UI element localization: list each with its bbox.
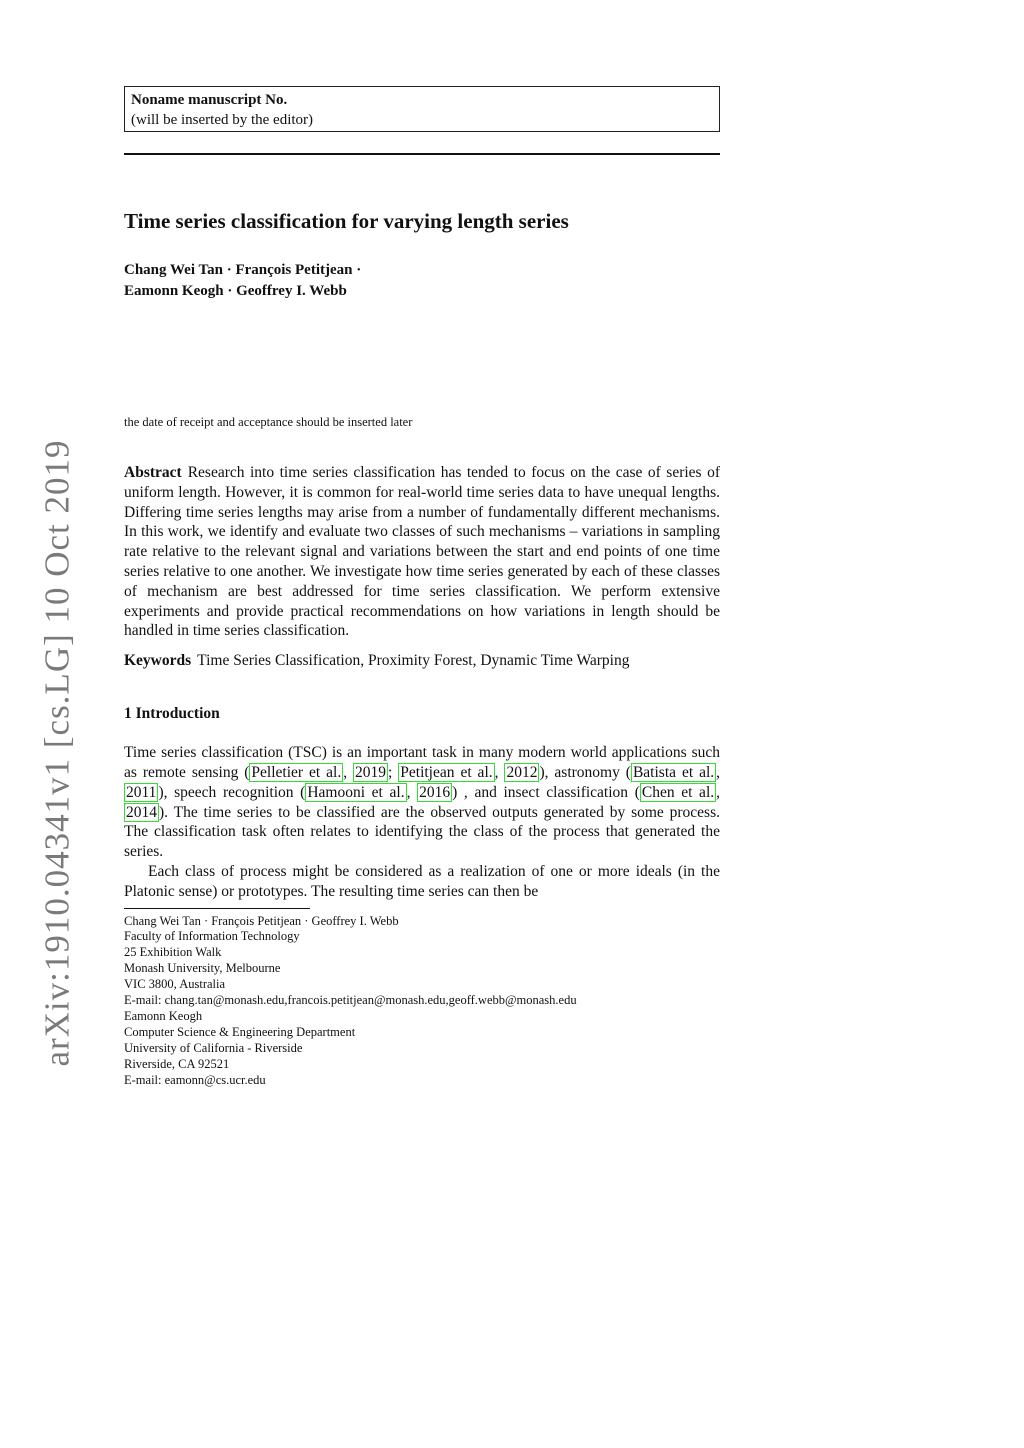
citation-link[interactable]: 2014 <box>126 803 157 821</box>
footnote-line: University of California - Riverside <box>124 1040 303 1055</box>
abstract <box>124 463 720 641</box>
footnote-line: Riverside, CA 92521 <box>124 1056 230 1071</box>
authors-line-1: Chang Wei Tan · François Petitjean · <box>124 262 362 278</box>
footnote-line: VIC 3800, Australia <box>124 977 226 992</box>
citation-link[interactable]: Pelletier et al. <box>251 763 342 781</box>
keywords-text: Time Series Classification, Proximity Forest, Dynamic Time Warping <box>197 652 630 670</box>
author-list <box>124 260 720 302</box>
footnote-line: Eamonn Keogh <box>124 1008 203 1023</box>
citation-link[interactable]: 2011 <box>126 783 157 801</box>
editor-note: (will be inserted by the editor) <box>131 112 314 128</box>
keywords-label: Keywords <box>124 652 192 670</box>
citation-link[interactable]: Batista et al. <box>632 763 715 781</box>
section-heading-introduction: 1 Introduction <box>124 705 220 723</box>
authors-line-2: Eamonn Keogh · Geoffrey I. Webb <box>124 283 347 299</box>
citation-link[interactable]: 2016 <box>419 783 451 801</box>
intro-text: , <box>406 783 418 801</box>
manuscript-box <box>124 86 720 132</box>
intro-text: , <box>716 783 720 801</box>
footnote-rule <box>124 908 310 909</box>
citation-link[interactable]: 2019 <box>355 763 387 781</box>
intro-text: , <box>343 763 354 781</box>
footnote-email: E-mail: chang.tan@monash.edu,francois.petitjean@monash.edu,geoff.webb@monash.edu <box>124 993 577 1008</box>
arxiv-identifier[interactable]: arXiv:1910.04341v1 [cs.LG] 10 Oct 2019 <box>38 438 78 1067</box>
paper-title: Time series classification for varying length series <box>124 209 569 233</box>
abstract-label: Abstract <box>124 464 182 481</box>
keywords <box>124 651 720 671</box>
intro-paragraph-2: Each class of process might be considered as a realization of one or more ideals (in the Platonic sense) or prototypes. The resulting time series can then be <box>124 862 720 900</box>
footnote-line: Faculty of Information Technology <box>124 929 300 944</box>
intro-text: , <box>494 763 505 781</box>
arxiv-sidebar <box>28 438 88 1067</box>
citation-link[interactable]: Petitjean et al. <box>400 763 493 781</box>
manuscript-label: Noname manuscript No. <box>131 92 288 108</box>
footnote-line: 25 Exhibition Walk <box>124 945 222 960</box>
page-content <box>124 86 720 1089</box>
citation-link[interactable]: 2012 <box>506 763 538 781</box>
intro-text: ; <box>388 763 399 781</box>
intro-text: ) , and insect classification ( <box>452 783 640 801</box>
footnote-line: Computer Science & Engineering Department <box>124 1024 356 1039</box>
intro-text: ), astronomy ( <box>539 763 631 781</box>
intro-text: ), speech recognition ( <box>158 783 306 801</box>
footnote-email: E-mail: eamonn@cs.ucr.edu <box>124 1072 266 1087</box>
receipt-dateline: the date of receipt and acceptance should be inserted later <box>124 415 413 429</box>
author-affiliations <box>124 914 720 1089</box>
intro-text: ). The time series to be classified are the observed outputs generated by some process. The classification task often relates to identifying the class of the process that generated the series. <box>124 803 720 861</box>
citation-link[interactable]: Chen et al. <box>641 783 715 801</box>
intro-paragraph-1 <box>124 743 720 862</box>
intro-text: , <box>716 763 720 781</box>
citation-link[interactable]: Hamooni et al. <box>307 783 405 801</box>
abstract-text: Research into time series classification has tended to focus on the case of series of uniform length. However, it is common for real-world time series data to have unequal lengths. Differing time series lengths may arise from a number of fundamentally different mechanisms. In this work, we identify and evaluate two classes of such mechanisms – variations in sampling rate relative to the relevant signal and variations between the start and end points of one time series relative to one another. We investigate how time series generated by each of these classes of mechanism are best addressed for time series classification. We perform extensive experiments and provide practical recommendations on how variations in length should be handled in time series classification. <box>124 464 720 640</box>
footnote-line: Chang Wei Tan · François Petitjean · Geoffrey I. Webb <box>124 913 399 928</box>
title-rule <box>124 153 720 155</box>
footnote-line: Monash University, Melbourne <box>124 961 281 976</box>
intro-text: Time series classification (TSC) is an important task in many modern world applications such as remote sensing ( <box>124 744 720 781</box>
